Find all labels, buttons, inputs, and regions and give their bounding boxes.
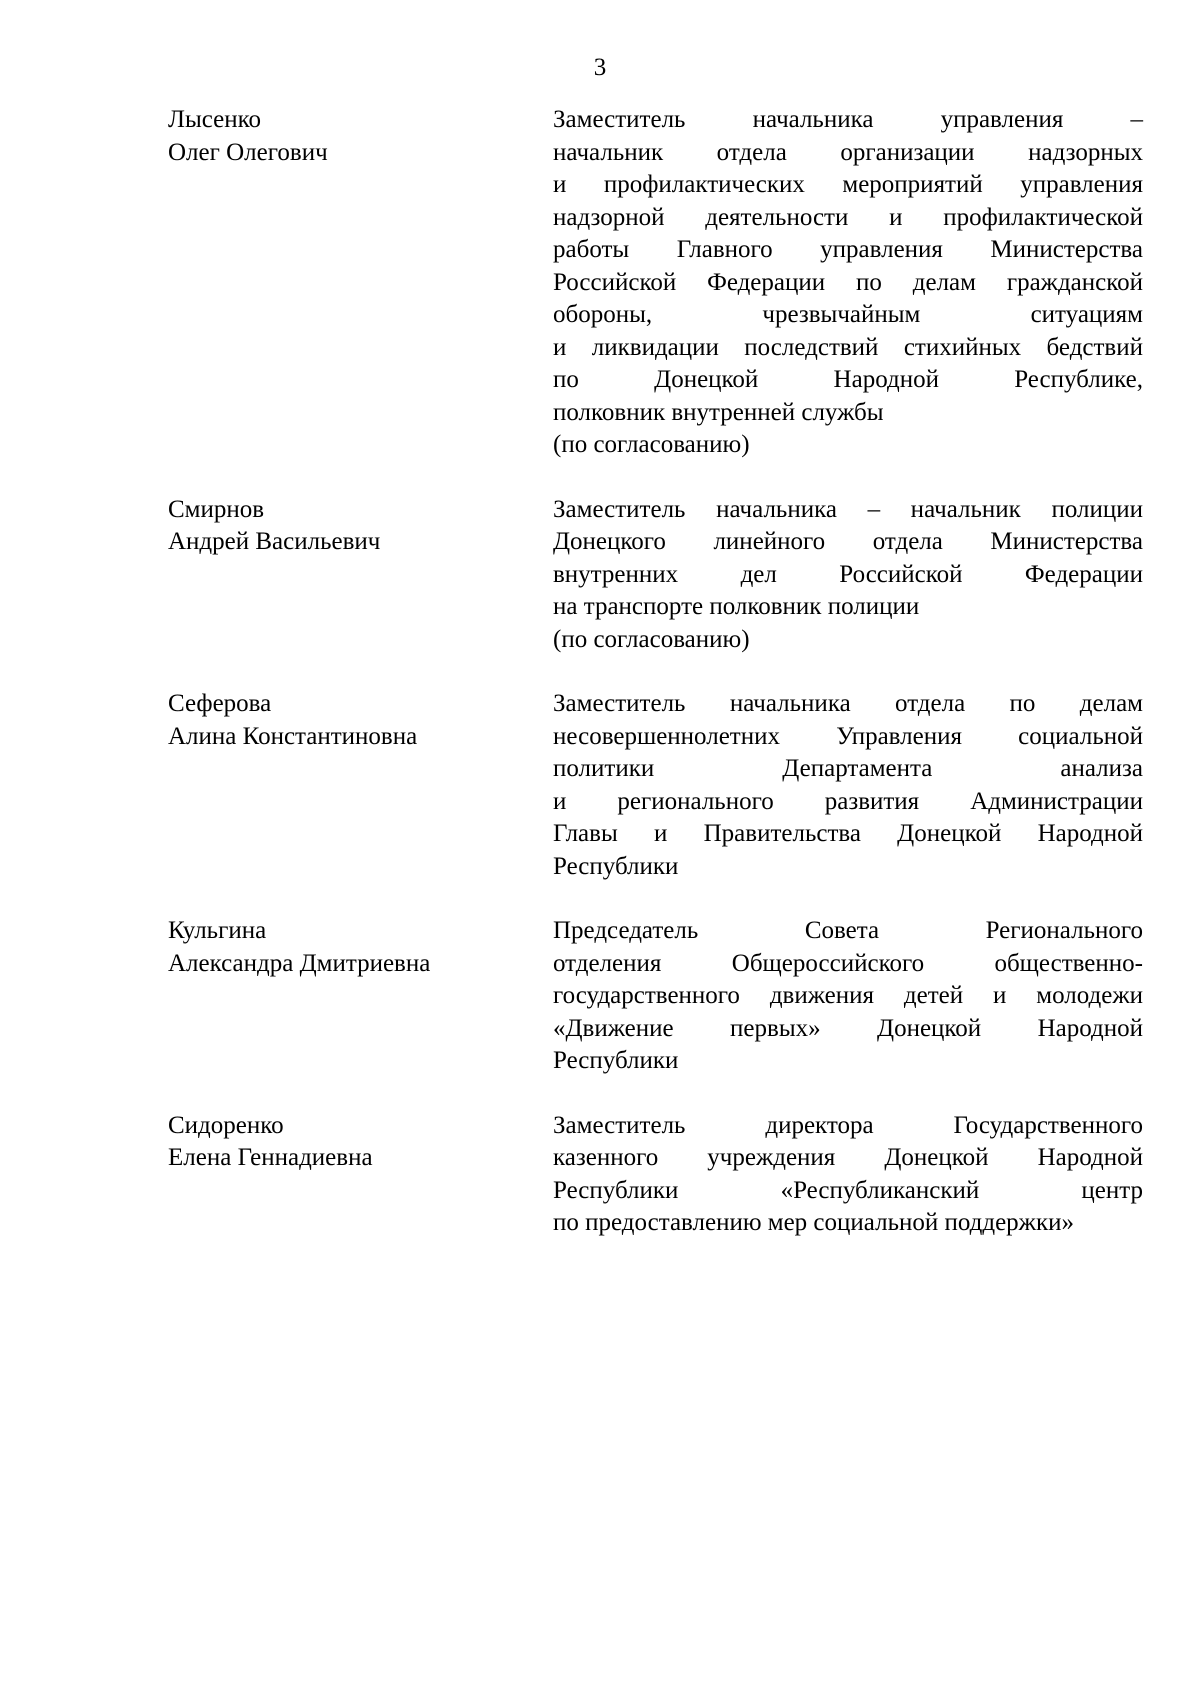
member-list: [0, 104, 1200, 1272]
member-name: [168, 494, 553, 657]
position-line: Российской Федерации по делам гражданской: [553, 268, 1143, 296]
position-line: работы Главного управления Министерства: [553, 236, 1143, 263]
position-line: полковник внутренней службы: [553, 398, 884, 426]
member-name: [168, 104, 553, 462]
position-line: начальник отдела организации надзорных: [553, 138, 1143, 166]
position-line: Заместитель начальника отдела по делам: [553, 690, 1143, 717]
position-line: на транспорте полковник полиции: [553, 593, 920, 620]
position-line: обороны, чрезвычайным ситуациям: [553, 301, 1143, 328]
position-line: казенного учреждения Донецкой Народной: [553, 1144, 1143, 1171]
member-surname: Лысенко: [168, 106, 262, 133]
position-line: по Донецкой Народной Республике,: [553, 366, 1143, 393]
position-line: Заместитель директора Государственного: [553, 1111, 1143, 1139]
member-surname: Смирнов: [168, 495, 265, 523]
member-given-names: Олег Олегович: [168, 138, 328, 166]
position-line: надзорной деятельности и профилактической: [553, 203, 1143, 231]
position-line: Заместитель начальника управления –: [553, 106, 1143, 133]
position-line: Республики: [553, 1047, 679, 1074]
member-position: [553, 1110, 1143, 1240]
member-position: [553, 104, 1143, 462]
member-name: [168, 688, 553, 883]
position-line: отделения Общероссийского общественно-: [553, 949, 1143, 977]
position-line: по предоставлению мер социальной поддержки»: [553, 1209, 1074, 1236]
position-line: и профилактических мероприятий управления: [553, 171, 1143, 198]
member-entry: [0, 104, 1200, 462]
position-line: и регионального развития Администрации: [553, 787, 1143, 815]
member-surname: Сидоренко: [168, 1111, 284, 1139]
position-line: политики Департамента анализа: [553, 755, 1143, 782]
position-line: несовершеннолетних Управления социальной: [553, 722, 1143, 750]
member-entry: [0, 494, 1200, 657]
member-given-names: Елена Геннадиевна: [168, 1144, 373, 1171]
position-line: внутренних дел Российской Федерации: [553, 560, 1143, 588]
position-line: (по согласованию): [553, 625, 750, 653]
member-surname: Кульгина: [168, 917, 267, 944]
position-line: Председатель Совета Регионального: [553, 917, 1143, 944]
member-position: [553, 688, 1143, 883]
position-line: Республики «Республиканский центр: [553, 1176, 1143, 1204]
page-number: 3: [593, 54, 607, 81]
member-entry: [0, 1110, 1200, 1240]
position-line: Республики: [553, 852, 679, 880]
position-line: «Движение первых» Донецкой Народной: [553, 1014, 1143, 1042]
member-given-names: Андрей Васильевич: [168, 528, 381, 555]
member-surname: Сеферова: [168, 690, 272, 717]
member-given-names: Алина Константиновна: [168, 722, 418, 750]
member-position: [553, 494, 1143, 657]
position-line: государственного движения детей и молодежи: [553, 982, 1143, 1009]
member-entry: [0, 915, 1200, 1078]
member-name: [168, 915, 553, 1078]
position-line: Главы и Правительства Донецкой Народной: [553, 820, 1143, 847]
position-line: и ликвидации последствий стихийных бедствий: [553, 333, 1143, 361]
position-line: Заместитель начальника – начальник полиции: [553, 495, 1143, 523]
member-given-names: Александра Дмитриевна: [168, 949, 431, 977]
position-line: (по согласованию): [553, 431, 750, 458]
member-entry: [0, 688, 1200, 883]
member-position: [553, 915, 1143, 1078]
member-name: [168, 1110, 553, 1240]
position-line: Донецкого линейного отдела Министерства: [553, 528, 1143, 555]
